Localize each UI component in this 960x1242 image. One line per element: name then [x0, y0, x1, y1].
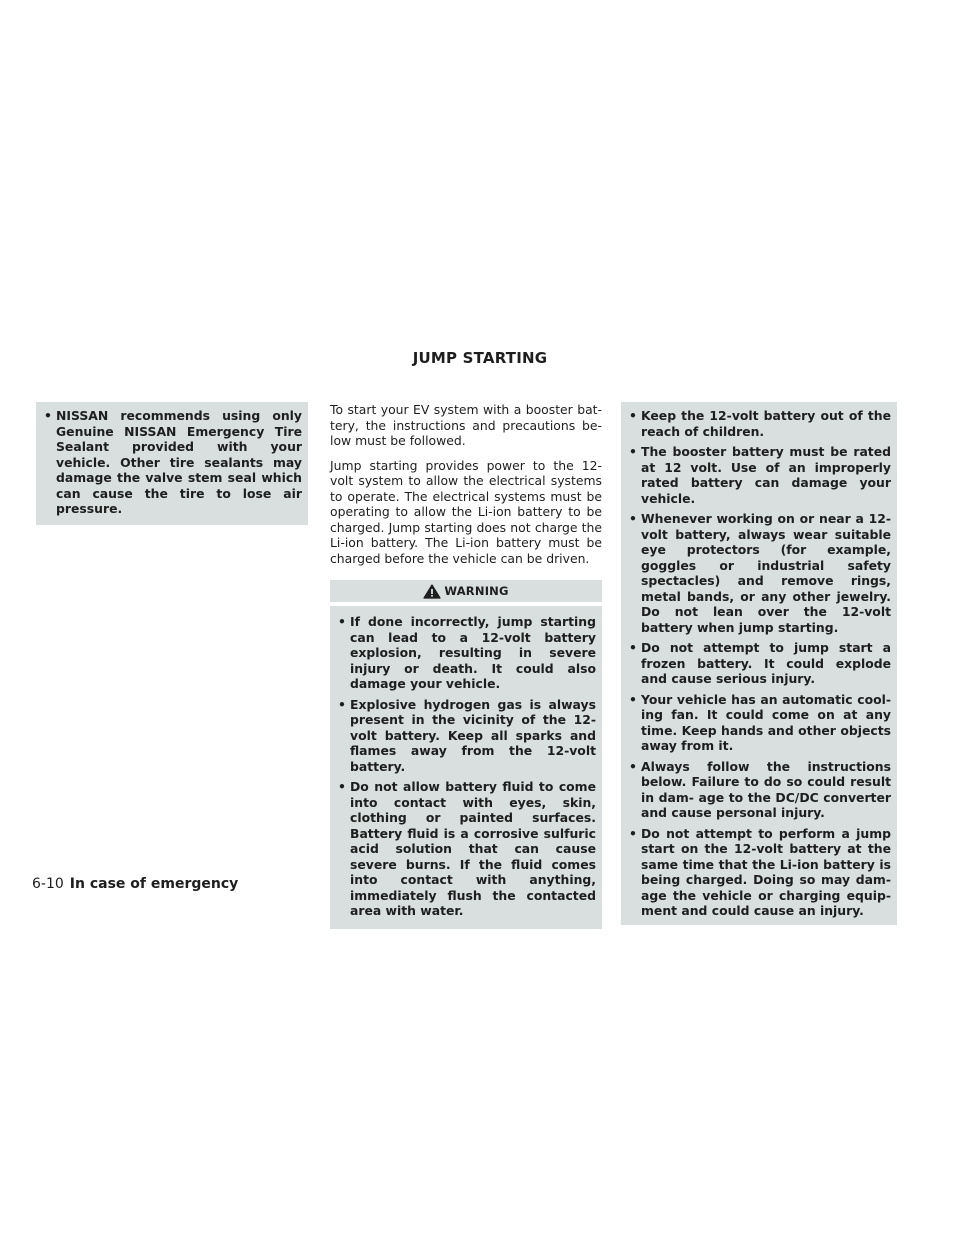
intro-paragraph: To start your EV system with a booster bat- tery, the instructions and precautions be- low must be followed. — [330, 402, 602, 448]
warning-continued-box — [621, 402, 897, 925]
left-column — [36, 402, 308, 525]
bullet-icon: • — [629, 758, 637, 774]
chapter-title: In case of emergency — [69, 876, 239, 892]
warning-item: • Do not allow battery fluid to come into contact with eyes, skin, clothing or painted surfaces. Battery fluid is a corrosive sulfuric acid solution that can cause severe burns. If the fluid comes into contact with anything, immediately flush the contacted area with water. — [338, 779, 596, 918]
right-column — [621, 402, 897, 925]
warning-item: • Always follow the instructions below. Failure to do so could result in dam- age to the DC/DC converter and cause personal injury. — [629, 758, 891, 820]
notice-item: • NISSAN recommends using only Genuine NISSAN Emergency Tire Sealant provided with your vehicle. Other tire sealants may damage the valve stem seal which can cause the tire to lose air pressure. — [44, 408, 302, 516]
warning-triangle-icon — [423, 584, 441, 599]
page-footer — [32, 876, 238, 892]
warning-header — [330, 580, 602, 602]
bullet-icon: • — [338, 696, 346, 712]
warning-item: • Do not attempt to jump start a frozen battery. It could explode and cause serious injury. — [629, 640, 891, 686]
warning-item: • Keep the 12-volt battery out of the reach of children. — [629, 408, 891, 439]
bullet-icon: • — [629, 825, 637, 841]
tire-sealant-notice — [36, 402, 308, 525]
warning-label: WARNING — [444, 584, 509, 598]
warning-list — [334, 614, 596, 919]
warning-continued-list — [625, 408, 891, 919]
section-title: JUMP STARTING — [412, 349, 548, 367]
bullet-icon: • — [629, 511, 637, 526]
bullet-icon: • — [629, 640, 637, 655]
bullet-icon: • — [44, 408, 52, 423]
warning-item: • Your vehicle has an automatic cool- ing fan. It could come on at any time. Keep hands and other objects away from it. — [629, 691, 891, 753]
warning-item: • Explosive hydrogen gas is always present in the vicinity of the 12-volt battery. Keep all sparks and flames away from the 12-volt battery. — [338, 696, 596, 774]
bullet-icon: • — [629, 408, 637, 423]
warning-item: • If done incorrectly, jump starting can lead to a 12-volt battery explosion, resulting in severe injury or death. It could also damage your vehicle. — [338, 614, 596, 691]
warning-item: • The booster battery must be rated at 12 volt. Use of an improperly rated battery can damage your vehicle. — [629, 444, 891, 506]
bullet-icon: • — [629, 691, 637, 707]
bullet-icon: • — [629, 444, 637, 459]
bullet-icon: • — [338, 614, 346, 629]
warning-item: • Whenever working on or near a 12- volt battery, always wear suitable eye protectors (for example, goggles or industrial safety spectacles) and remove rings, metal bands, or any other jewelry. Do not lean over the 12-volt battery when jump starting. — [629, 511, 891, 635]
page-number: 6-10 — [32, 876, 64, 892]
notice-list — [40, 408, 302, 517]
bullet-icon: • — [338, 779, 346, 794]
warning-body — [330, 606, 602, 929]
warning-item: • Do not attempt to perform a jump start on the 12-volt battery at the same time that the Li-ion battery is being charged. Doing so may dam- age the vehicle or charging equip- ment and could cause an injury. — [629, 825, 891, 918]
jump-start-paragraph: Jump starting provides power to the 12- volt system to allow the electrical systems to operate. The electrical systems must be operating to allow the Li-ion battery to be charged. Jump starting does not charge the Li-ion battery. The Li-ion battery must be charged before the vehicle can be driven. — [330, 457, 602, 566]
middle-column — [330, 402, 602, 929]
warning-box — [330, 580, 602, 929]
